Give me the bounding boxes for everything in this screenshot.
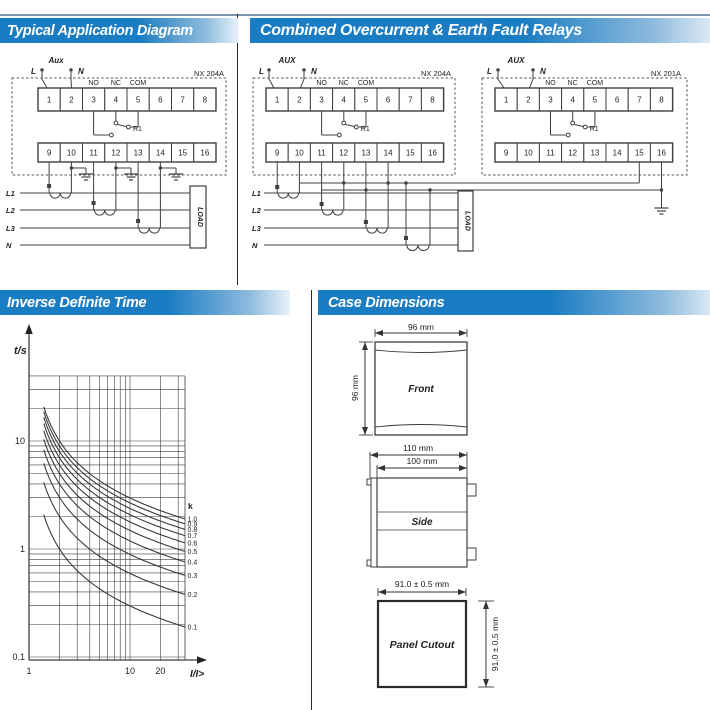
page-top-rule — [0, 14, 710, 16]
live-label: L — [31, 67, 36, 76]
front-width-dim: 96 mm — [408, 322, 434, 332]
com-contact-label-2: COM — [586, 80, 604, 87]
polarity-mark — [136, 219, 140, 223]
neutral-label: N — [311, 67, 317, 76]
nc-contact-label: NC — [110, 80, 121, 87]
contact-terminal — [126, 125, 130, 129]
banner-inverse-definite-time — [0, 290, 290, 315]
wire-path — [42, 72, 47, 88]
x-tick-label: 20 — [155, 666, 166, 676]
model-label: NX 204A — [193, 69, 224, 78]
terminal-number: 15 — [405, 148, 415, 158]
side-front-flange — [371, 478, 377, 567]
junction-dot — [342, 181, 345, 184]
inverse-definite-time-chart — [0, 318, 240, 710]
terminal-number: 14 — [612, 148, 622, 158]
terminal-number: 16 — [428, 148, 437, 158]
curve-k-label: 0.3 — [187, 572, 198, 580]
front-height-dim: 96 mm — [350, 375, 360, 401]
terminal-number: 16 — [200, 148, 210, 158]
y-axis-arrow — [25, 324, 33, 334]
no-contact-label-2: NO — [545, 80, 556, 87]
nx204a-terminal-strip-9-16 — [266, 143, 444, 162]
ct-winding — [278, 193, 299, 198]
curve-k-label: 0.5 — [187, 548, 198, 556]
curve-k-label: 0.1 — [187, 624, 198, 632]
contact-terminal — [114, 121, 118, 125]
live-label: L — [259, 67, 264, 76]
polarity-mark — [47, 184, 51, 188]
phase-n-label: N — [252, 241, 258, 250]
ct-winding — [367, 228, 388, 233]
phase-l3-label: L3 — [6, 224, 15, 233]
typical-application-diagram — [0, 50, 235, 285]
nc-contact-label-2: NC — [567, 80, 578, 87]
load-label: LOAD — [463, 211, 471, 231]
terminal-number: 3 — [319, 95, 324, 105]
junction-dot — [69, 68, 72, 71]
terminal-number: 1 — [274, 95, 280, 105]
curve-k-label: 0.8 — [187, 526, 198, 534]
terminal-number: 1 — [503, 95, 509, 105]
wire-path — [301, 72, 305, 88]
polarity-mark — [364, 220, 368, 224]
banner-combined-relays — [250, 18, 710, 43]
curve-k-label: 0.7 — [187, 533, 198, 541]
terminal-number: 2 — [297, 95, 302, 105]
y-axis-title: t/s — [14, 345, 27, 357]
junction-dot — [531, 68, 534, 71]
mounting-clip — [467, 548, 476, 560]
terminal-number: 13 — [590, 148, 600, 158]
curve-k-label: 0.6 — [187, 540, 198, 548]
model-label-nx201a: NX 201A — [650, 69, 681, 78]
combined-relays-diagram — [240, 50, 710, 285]
x-tick-label: 10 — [124, 666, 136, 676]
no-contact-label: NO — [316, 80, 327, 87]
terminal-number: 8 — [202, 95, 208, 105]
terminal-number: 10 — [66, 148, 76, 158]
banner-typical-application — [0, 18, 239, 43]
aux-label: Aux — [48, 56, 64, 65]
nx201a-terminal-strip-9-16 — [495, 143, 673, 162]
y-tick-label: 1 — [19, 544, 25, 554]
ct-winding — [50, 193, 71, 198]
legend-title: k — [188, 500, 193, 511]
terminal-number: 8 — [659, 95, 664, 105]
ct-winding — [322, 210, 343, 215]
contact-blade — [118, 125, 127, 127]
contact-terminal — [583, 125, 587, 129]
junction-dot — [386, 181, 389, 184]
terminal-number: 13 — [133, 148, 143, 158]
x-axis-arrow — [197, 656, 207, 664]
junction-dot — [364, 188, 367, 191]
terminal-number: 4 — [113, 95, 119, 105]
nc-contact-label: NC — [338, 80, 349, 87]
relay-label-2: R1 — [589, 126, 599, 133]
polarity-mark — [92, 201, 96, 205]
com-contact-label: COM — [357, 80, 375, 87]
terminal-number: 11 — [89, 148, 98, 158]
phase-n-label: N — [6, 241, 12, 250]
terminal-number: 3 — [548, 95, 553, 105]
terminal-number: 2 — [526, 95, 531, 105]
phase-l2-label: L2 — [252, 206, 261, 215]
flange-tab — [367, 479, 371, 485]
neutral-label: N — [78, 67, 84, 76]
relay-label: R1 — [133, 126, 142, 133]
terminal-number: 8 — [430, 95, 435, 105]
terminal-number: 3 — [91, 95, 96, 105]
panel-cutout-label: Panel Cutout — [389, 639, 455, 651]
terminal-number: 4 — [341, 95, 346, 105]
terminal-number: 12 — [339, 148, 349, 158]
phase-l2-label: L2 — [6, 206, 15, 215]
curve-k-label: 0.2 — [187, 591, 198, 599]
relay-label: R1 — [360, 126, 370, 133]
terminal-number: 4 — [570, 95, 575, 105]
polarity-mark — [275, 185, 279, 189]
flange-tab — [367, 560, 371, 566]
banner-inverse-title: Inverse Definite Time — [7, 294, 147, 311]
contact-blade — [575, 125, 584, 127]
front-view-label: Front — [408, 384, 434, 395]
terminal-strip-9-16 — [38, 143, 216, 162]
terminal-number: 10 — [294, 148, 304, 158]
terminal-number: 16 — [657, 148, 666, 158]
aux-label-2: AUX — [507, 56, 525, 65]
nx204a-terminal-strip-1-8 — [266, 88, 444, 111]
polarity-mark — [404, 236, 408, 240]
section-divider-top — [237, 14, 238, 285]
terminal-number: 5 — [363, 95, 369, 105]
banner-combined-title: Combined Overcurrent & Earth Fault Relays — [260, 21, 583, 39]
idmt-curves-plot — [12, 324, 207, 680]
contact-terminal — [110, 133, 114, 137]
ct-winding — [407, 245, 429, 251]
terminal-strip-1-8 — [38, 88, 216, 111]
curve-k-label: 1.0 — [187, 516, 198, 524]
curve-k-label: 0.4 — [187, 559, 198, 567]
com-contact-label: COM — [129, 80, 147, 87]
terminal-number: 6 — [385, 95, 391, 105]
banner-case-title: Case Dimensions — [328, 294, 445, 311]
terminal-number: 2 — [69, 95, 74, 105]
load-label: LOAD — [196, 207, 203, 227]
contact-terminal — [342, 121, 346, 125]
terminal-number: 7 — [180, 95, 185, 105]
terminal-number: 15 — [178, 148, 188, 158]
cutout-width-dim: 91.0 ± 0.5 mm — [394, 579, 450, 589]
ct-winding — [94, 210, 115, 215]
model-label-nx204a: NX 204A — [420, 69, 451, 78]
neutral-label-2: N — [540, 67, 546, 76]
curve-k-label: 0.9 — [187, 521, 198, 529]
terminal-number: 7 — [408, 95, 413, 105]
y-tick-label: 0.1 — [12, 652, 25, 662]
side-view-label: Side — [411, 517, 433, 528]
live-label-2: L — [487, 67, 492, 76]
polarity-mark — [320, 202, 324, 206]
phase-l1-label: L1 — [252, 189, 261, 198]
terminal-number: 12 — [111, 148, 121, 158]
contact-terminal — [571, 121, 575, 125]
contact-terminal — [566, 133, 570, 137]
terminal-number: 9 — [274, 148, 280, 158]
terminal-number: 14 — [383, 148, 393, 158]
banner-typical-title: Typical Application Diagram — [7, 22, 193, 39]
junction-dot — [302, 68, 305, 71]
wire-path — [530, 72, 534, 88]
x-axis-title: I/I> — [190, 669, 205, 680]
terminal-number: 5 — [592, 95, 598, 105]
nx201a-terminal-strip-1-8 — [495, 88, 673, 111]
aux-label: AUX — [278, 56, 296, 65]
terminal-number: 6 — [158, 95, 163, 105]
wire-path — [71, 72, 72, 88]
side-inner-depth-dim: 100 mm — [406, 456, 438, 466]
case-line-art — [359, 329, 494, 687]
terminal-number: 15 — [634, 148, 644, 158]
wire-path — [269, 72, 274, 88]
junction-dot — [267, 68, 270, 71]
ct-winding — [139, 228, 160, 233]
terminal-number: 10 — [523, 148, 533, 158]
wire-path — [498, 72, 504, 88]
mounting-clip — [467, 484, 476, 496]
terminal-number: 7 — [637, 95, 642, 105]
phase-l1-label: L1 — [6, 189, 15, 198]
cutout-height-dim: 91.0 ± 0.5 mm — [490, 616, 500, 672]
terminal-number: 11 — [546, 148, 555, 158]
contact-terminal — [354, 125, 358, 129]
contact-blade — [346, 125, 355, 127]
terminal-number: 11 — [317, 148, 326, 158]
terminal-number: 9 — [503, 148, 509, 158]
terminal-number: 6 — [614, 95, 620, 105]
phase-l3-label: L3 — [252, 224, 261, 233]
junction-dot — [496, 68, 499, 71]
case-dimensions-drawing — [310, 318, 710, 710]
terminal-number: 13 — [361, 148, 371, 158]
terminal-number: 12 — [568, 148, 578, 158]
terminal-number: 9 — [46, 148, 52, 158]
side-outer-depth-dim: 110 mm — [402, 443, 434, 453]
banner-case-dimensions — [318, 290, 710, 315]
x-tick-label: 1 — [26, 666, 32, 676]
terminal-number: 5 — [135, 95, 141, 105]
contact-terminal — [337, 133, 341, 137]
no-contact-label: NO — [88, 80, 99, 87]
terminal-number: 14 — [155, 148, 165, 158]
y-tick-label: 10 — [14, 436, 25, 446]
terminal-number: 1 — [46, 95, 52, 105]
junction-dot — [40, 68, 43, 71]
